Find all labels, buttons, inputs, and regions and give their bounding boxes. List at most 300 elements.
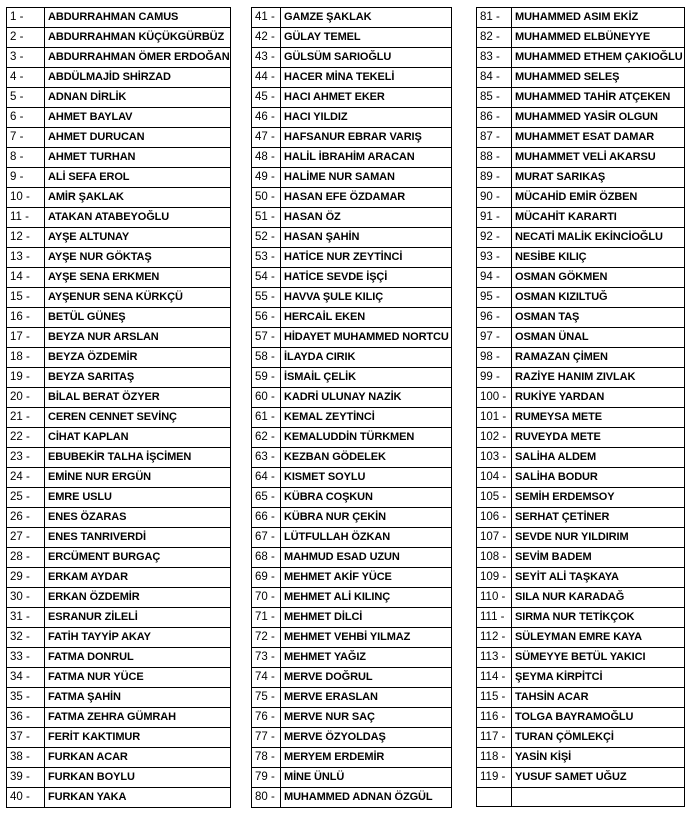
person-name: MERVE NUR SAÇ — [281, 708, 452, 728]
person-name: RUVEYDA METE — [512, 428, 685, 448]
row-number: 63 - — [252, 448, 281, 468]
table-row — [477, 708, 685, 728]
row-number: 2 - — [7, 28, 45, 48]
row-number: 38 - — [7, 748, 45, 768]
row-number: 32 - — [7, 628, 45, 648]
table-row — [477, 188, 685, 208]
row-number: 16 - — [7, 308, 45, 328]
row-number: 39 - — [7, 768, 45, 788]
row-number: 8 - — [7, 148, 45, 168]
table-row — [477, 328, 685, 348]
person-name: AYŞENUR SENA KÜRKÇÜ — [45, 288, 231, 308]
person-name: KEMAL ZEYTİNCİ — [281, 408, 452, 428]
person-name: ESRANUR ZİLELİ — [45, 608, 231, 628]
row-number: 116 - — [477, 708, 512, 728]
row-number: 26 - — [7, 508, 45, 528]
table-row — [252, 148, 452, 168]
row-number: 70 - — [252, 588, 281, 608]
table-row — [477, 568, 685, 588]
row-number: 3 - — [7, 48, 45, 68]
table-row — [477, 608, 685, 628]
person-name: FATİH TAYYİP AKAY — [45, 628, 231, 648]
table-row — [252, 708, 452, 728]
table-row — [477, 208, 685, 228]
person-name: ERCÜMENT BURGAÇ — [45, 548, 231, 568]
row-number: 97 - — [477, 328, 512, 348]
person-name: AYŞE NUR GÖKTAŞ — [45, 248, 231, 268]
row-number: 59 - — [252, 368, 281, 388]
table-row — [477, 748, 685, 768]
person-name: KEMALUDDİN TÜRKMEN — [281, 428, 452, 448]
row-number: 11 - — [7, 208, 45, 228]
row-number: 100 - — [477, 388, 512, 408]
table-row — [252, 68, 452, 88]
person-name: FATMA DONRUL — [45, 648, 231, 668]
row-number: 95 - — [477, 288, 512, 308]
table-row — [252, 508, 452, 528]
person-name: MUHAMMED TAHİR ATÇEKEN — [512, 88, 685, 108]
table-row — [252, 448, 452, 468]
person-name: MEHMET DİLCİ — [281, 608, 452, 628]
table-row — [7, 708, 231, 728]
person-name: OSMAN GÖKMEN — [512, 268, 685, 288]
row-number: 88 - — [477, 148, 512, 168]
row-number: 78 - — [252, 748, 281, 768]
person-name: MUHAMMED YASİR OLGUN — [512, 108, 685, 128]
table-row — [7, 788, 231, 808]
person-name: MEHMET ALİ KILINÇ — [281, 588, 452, 608]
person-name: FURKAN YAKA — [45, 788, 231, 808]
row-number: 72 - — [252, 628, 281, 648]
table-row — [252, 128, 452, 148]
table-row — [252, 108, 452, 128]
table-row — [252, 288, 452, 308]
table-row — [477, 248, 685, 268]
person-name: HACI YILDIZ — [281, 108, 452, 128]
table-row — [477, 348, 685, 368]
person-name: OSMAN KIZILTUĞ — [512, 288, 685, 308]
row-number: 58 - — [252, 348, 281, 368]
person-name: ENES ÖZARAS — [45, 508, 231, 528]
table-row — [477, 68, 685, 88]
table-row — [252, 348, 452, 368]
person-name: GÜLSÜM SARIOĞLU — [281, 48, 452, 68]
row-number: 51 - — [252, 208, 281, 228]
row-number: 86 - — [477, 108, 512, 128]
table-row — [252, 528, 452, 548]
table-row — [477, 588, 685, 608]
person-name: RAZİYE HANIM ZIVLAK — [512, 368, 685, 388]
table-row — [252, 548, 452, 568]
row-number: 40 - — [7, 788, 45, 808]
person-name: ŞEYMA KİRPİTCİ — [512, 668, 685, 688]
person-name: CİHAT KAPLAN — [45, 428, 231, 448]
table-row — [477, 488, 685, 508]
row-number: 55 - — [252, 288, 281, 308]
table-row — [252, 748, 452, 768]
person-name: OSMAN ÜNAL — [512, 328, 685, 348]
name-list-column-3 — [476, 7, 685, 807]
person-name: AYŞE ALTUNAY — [45, 228, 231, 248]
row-number: 113 - — [477, 648, 512, 668]
row-number: 44 - — [252, 68, 281, 88]
table-row — [7, 668, 231, 688]
row-number: 94 - — [477, 268, 512, 288]
person-name: RUKİYE YARDAN — [512, 388, 685, 408]
row-number: 1 - — [7, 8, 45, 28]
row-number: 17 - — [7, 328, 45, 348]
table-row — [7, 388, 231, 408]
table-row — [252, 48, 452, 68]
row-number: 82 - — [477, 28, 512, 48]
person-name: NESİBE KILIÇ — [512, 248, 685, 268]
row-number: 54 - — [252, 268, 281, 288]
table-row — [7, 568, 231, 588]
row-number: 112 - — [477, 628, 512, 648]
person-name: MERVE ERASLAN — [281, 688, 452, 708]
person-name: HASAN ŞAHİN — [281, 228, 452, 248]
person-name: BEYZA ÖZDEMİR — [45, 348, 231, 368]
row-number: 14 - — [7, 268, 45, 288]
person-name: ATAKAN ATABEYOĞLU — [45, 208, 231, 228]
person-name: GAMZE ŞAKLAK — [281, 8, 452, 28]
person-name: HALİME NUR SAMAN — [281, 168, 452, 188]
row-number: 111 - — [477, 608, 512, 628]
table-row — [252, 768, 452, 788]
row-number: 107 - — [477, 528, 512, 548]
table-row — [477, 448, 685, 468]
person-name: EMRE USLU — [45, 488, 231, 508]
person-name: KÜBRA NUR ÇEKİN — [281, 508, 452, 528]
person-name: CEREN CENNET SEVİNÇ — [45, 408, 231, 428]
row-number: 118 - — [477, 748, 512, 768]
table-row — [477, 268, 685, 288]
person-name: ABDURRAHMAN CAMUS — [45, 8, 231, 28]
table-row — [477, 128, 685, 148]
row-number: 50 - — [252, 188, 281, 208]
table-row — [7, 188, 231, 208]
person-name: AYŞE SENA ERKMEN — [45, 268, 231, 288]
row-number: 67 - — [252, 528, 281, 548]
table-row — [7, 168, 231, 188]
row-number: 80 - — [252, 788, 281, 808]
table-row — [477, 788, 685, 807]
row-number: 69 - — [252, 568, 281, 588]
table-row — [477, 388, 685, 408]
person-name: HACER MİNA TEKELİ — [281, 68, 452, 88]
row-number: 7 - — [7, 128, 45, 148]
person-name: FATMA NUR YÜCE — [45, 668, 231, 688]
table-row — [7, 748, 231, 768]
person-name: MERYEM ERDEMİR — [281, 748, 452, 768]
person-name: MUHAMMET VELİ AKARSU — [512, 148, 685, 168]
person-name: HATİCE NUR ZEYTİNCİ — [281, 248, 452, 268]
table-row — [7, 648, 231, 668]
name-list-column-1 — [6, 7, 231, 808]
row-number: 103 - — [477, 448, 512, 468]
person-name: EBUBEKİR TALHA İŞCİMEN — [45, 448, 231, 468]
row-number: 18 - — [7, 348, 45, 368]
row-number: 30 - — [7, 588, 45, 608]
person-name: HALİL İBRAHİM ARACAN — [281, 148, 452, 168]
row-number: 56 - — [252, 308, 281, 328]
row-number: 4 - — [7, 68, 45, 88]
person-name: SALİHA ALDEM — [512, 448, 685, 468]
table-row — [477, 88, 685, 108]
row-number: 85 - — [477, 88, 512, 108]
table-row — [7, 328, 231, 348]
row-number: 19 - — [7, 368, 45, 388]
row-number: 76 - — [252, 708, 281, 728]
row-number: 68 - — [252, 548, 281, 568]
table-row — [252, 668, 452, 688]
table-row — [477, 548, 685, 568]
person-name: FATMA ŞAHİN — [45, 688, 231, 708]
table-row — [477, 508, 685, 528]
person-name: MEHMET AKİF YÜCE — [281, 568, 452, 588]
table-row — [7, 448, 231, 468]
table-row — [7, 48, 231, 68]
row-number: 22 - — [7, 428, 45, 448]
table-row — [252, 208, 452, 228]
table-row — [252, 228, 452, 248]
person-name: HERCAİL EKEN — [281, 308, 452, 328]
table-row — [7, 308, 231, 328]
person-name: SEVDE NUR YILDIRIM — [512, 528, 685, 548]
row-number: 99 - — [477, 368, 512, 388]
table-row — [252, 168, 452, 188]
person-name: RUMEYSA METE — [512, 408, 685, 428]
row-number: 83 - — [477, 48, 512, 68]
row-number: 90 - — [477, 188, 512, 208]
row-number: 110 - — [477, 588, 512, 608]
row-number: 57 - — [252, 328, 281, 348]
table-row — [7, 28, 231, 48]
row-number: 5 - — [7, 88, 45, 108]
row-number: 64 - — [252, 468, 281, 488]
table-row — [477, 8, 685, 28]
row-number: 77 - — [252, 728, 281, 748]
person-name: MEHMET VEHBİ YILMAZ — [281, 628, 452, 648]
row-number — [477, 788, 512, 807]
person-name: KADRİ ULUNAY NAZİK — [281, 388, 452, 408]
name-list-column-2 — [251, 7, 452, 808]
table-row — [7, 108, 231, 128]
row-number: 49 - — [252, 168, 281, 188]
row-number: 87 - — [477, 128, 512, 148]
table-row — [252, 688, 452, 708]
row-number: 74 - — [252, 668, 281, 688]
row-number: 75 - — [252, 688, 281, 708]
person-name: YASİN KİŞİ — [512, 748, 685, 768]
person-name: YUSUF SAMET UĞUZ — [512, 768, 685, 788]
table-row — [252, 28, 452, 48]
person-name: LÜTFULLAH ÖZKAN — [281, 528, 452, 548]
table-row — [7, 88, 231, 108]
table-row — [252, 408, 452, 428]
person-name: MUHAMMED ELBÜNEYYE — [512, 28, 685, 48]
table-row — [7, 148, 231, 168]
person-name: MEHMET YAĞIZ — [281, 648, 452, 668]
row-number: 12 - — [7, 228, 45, 248]
row-number: 96 - — [477, 308, 512, 328]
person-name: MURAT SARIKAŞ — [512, 168, 685, 188]
person-name: AHMET DURUCAN — [45, 128, 231, 148]
person-name: ERKAM AYDAR — [45, 568, 231, 588]
person-name: GÜLAY TEMEL — [281, 28, 452, 48]
person-name: OSMAN TAŞ — [512, 308, 685, 328]
person-name: BETÜL GÜNEŞ — [45, 308, 231, 328]
row-number: 102 - — [477, 428, 512, 448]
row-number: 61 - — [252, 408, 281, 428]
table-row — [7, 268, 231, 288]
row-number: 89 - — [477, 168, 512, 188]
row-number: 93 - — [477, 248, 512, 268]
row-number: 73 - — [252, 648, 281, 668]
table-row — [252, 268, 452, 288]
person-name: KÜBRA COŞKUN — [281, 488, 452, 508]
table-row — [7, 428, 231, 448]
table-row — [252, 248, 452, 268]
person-name: MUHAMMED ADNAN ÖZGÜL — [281, 788, 452, 808]
row-number: 48 - — [252, 148, 281, 168]
person-name: ERKAN ÖZDEMİR — [45, 588, 231, 608]
table-row — [252, 728, 452, 748]
table-row — [7, 288, 231, 308]
table-row — [477, 688, 685, 708]
person-name: SIRMA NUR TETİKÇOK — [512, 608, 685, 628]
table-row — [7, 688, 231, 708]
row-number: 79 - — [252, 768, 281, 788]
row-number: 15 - — [7, 288, 45, 308]
person-name: SILA NUR KARADAĞ — [512, 588, 685, 608]
table-row — [252, 428, 452, 448]
person-name: MERVE ÖZYOLDAŞ — [281, 728, 452, 748]
person-name: İLAYDA CIRIK — [281, 348, 452, 368]
row-number: 101 - — [477, 408, 512, 428]
person-name: ADNAN DİRLİK — [45, 88, 231, 108]
person-name: BEYZA SARITAŞ — [45, 368, 231, 388]
table-row — [252, 8, 452, 28]
person-name: MAHMUD ESAD UZUN — [281, 548, 452, 568]
table-row — [252, 608, 452, 628]
table-row — [7, 768, 231, 788]
table-row — [7, 68, 231, 88]
row-number: 21 - — [7, 408, 45, 428]
row-number: 36 - — [7, 708, 45, 728]
row-number: 25 - — [7, 488, 45, 508]
person-name: HİDAYET MUHAMMED NORTCU — [281, 328, 452, 348]
table-row — [477, 468, 685, 488]
person-name: SERHAT ÇETİNER — [512, 508, 685, 528]
person-name: HASAN ÖZ — [281, 208, 452, 228]
row-number: 33 - — [7, 648, 45, 668]
table-row — [252, 568, 452, 588]
row-number: 104 - — [477, 468, 512, 488]
row-number: 52 - — [252, 228, 281, 248]
person-name: RAMAZAN ÇİMEN — [512, 348, 685, 368]
person-name: AHMET BAYLAV — [45, 108, 231, 128]
person-name: MERVE DOĞRUL — [281, 668, 452, 688]
table-row — [477, 408, 685, 428]
person-name: HASAN EFE ÖZDAMAR — [281, 188, 452, 208]
row-number: 35 - — [7, 688, 45, 708]
table-row — [477, 148, 685, 168]
row-number: 98 - — [477, 348, 512, 368]
table-row — [252, 628, 452, 648]
person-name: KEZBAN GÖDELEK — [281, 448, 452, 468]
person-name: SÜMEYYE BETÜL YAKICI — [512, 648, 685, 668]
table-row — [7, 488, 231, 508]
person-name: MİNE ÜNLÜ — [281, 768, 452, 788]
person-name: BEYZA NUR ARSLAN — [45, 328, 231, 348]
person-name: TOLGA BAYRAMOĞLU — [512, 708, 685, 728]
row-number: 42 - — [252, 28, 281, 48]
table-row — [477, 648, 685, 668]
row-number: 45 - — [252, 88, 281, 108]
row-number: 119 - — [477, 768, 512, 788]
row-number: 20 - — [7, 388, 45, 408]
person-name: MÜCAHİT KARARTI — [512, 208, 685, 228]
person-name: HACI AHMET EKER — [281, 88, 452, 108]
person-name: SEMİH ERDEMSOY — [512, 488, 685, 508]
person-name: KISMET SOYLU — [281, 468, 452, 488]
person-name: NECATİ MALİK EKİNCİOĞLU — [512, 228, 685, 248]
row-number: 9 - — [7, 168, 45, 188]
row-number: 24 - — [7, 468, 45, 488]
table-row — [477, 228, 685, 248]
row-number: 71 - — [252, 608, 281, 628]
row-number: 41 - — [252, 8, 281, 28]
table-row — [477, 48, 685, 68]
person-name: İSMAİL ÇELİK — [281, 368, 452, 388]
row-number: 46 - — [252, 108, 281, 128]
table-row — [252, 648, 452, 668]
table-row — [7, 608, 231, 628]
person-name: FURKAN ACAR — [45, 748, 231, 768]
table-row — [477, 288, 685, 308]
row-number: 29 - — [7, 568, 45, 588]
table-row — [477, 308, 685, 328]
table-row — [7, 728, 231, 748]
table-row — [7, 588, 231, 608]
row-number: 27 - — [7, 528, 45, 548]
row-number: 6 - — [7, 108, 45, 128]
table-row — [7, 228, 231, 248]
person-name: EMİNE NUR ERGÜN — [45, 468, 231, 488]
table-row — [252, 188, 452, 208]
table-row — [252, 788, 452, 808]
row-number: 108 - — [477, 548, 512, 568]
table-row — [7, 128, 231, 148]
row-number: 66 - — [252, 508, 281, 528]
person-name: ABDURRAHMAN KÜÇÜKGÜRBÜZ — [45, 28, 231, 48]
table-row — [7, 248, 231, 268]
table-row — [252, 328, 452, 348]
person-name: FURKAN BOYLU — [45, 768, 231, 788]
person-name: SALİHA BODUR — [512, 468, 685, 488]
row-number: 84 - — [477, 68, 512, 88]
person-name: MUHAMMED ETHEM ÇAKIOĞLU — [512, 48, 685, 68]
person-name: MUHAMMED SELEŞ — [512, 68, 685, 88]
table-row — [252, 368, 452, 388]
row-number: 53 - — [252, 248, 281, 268]
table-row — [7, 8, 231, 28]
row-number: 31 - — [7, 608, 45, 628]
table-row — [477, 728, 685, 748]
row-number: 105 - — [477, 488, 512, 508]
person-name: FATMA ZEHRA GÜMRAH — [45, 708, 231, 728]
